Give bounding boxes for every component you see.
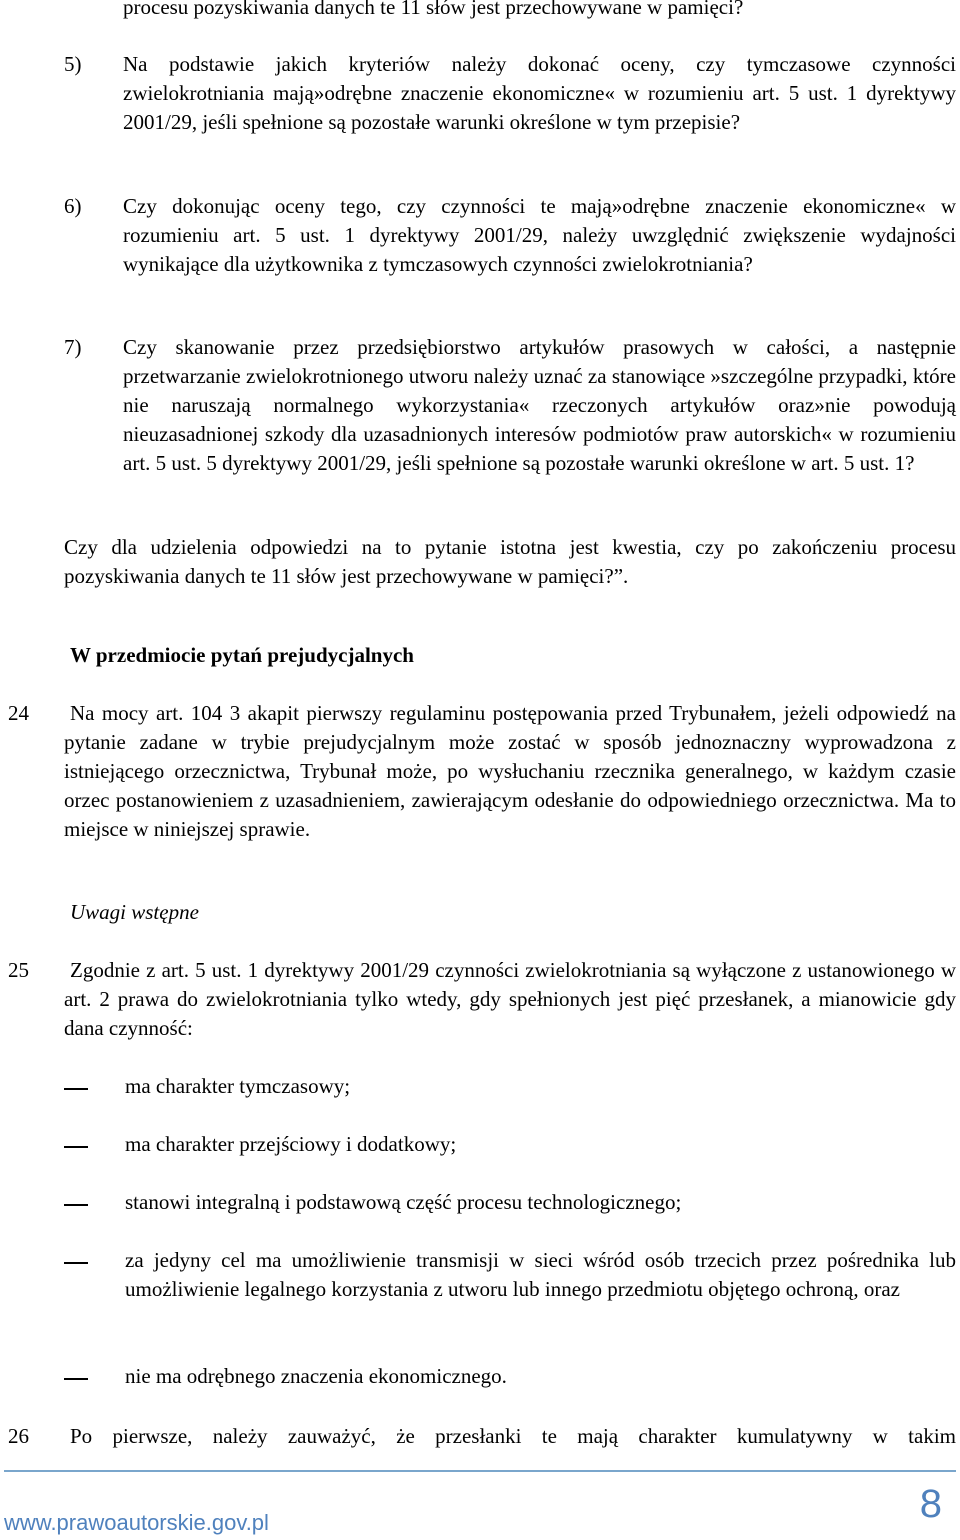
subheading-preliminary-remarks: Uwagi wstępne [70, 900, 199, 924]
paragraph-26-number: 26 [8, 1424, 29, 1448]
condition-item: nie ma odrębnego znaczenia ekonomicznego. [125, 1364, 507, 1388]
condition-item: ma charakter przejściowy i dodatkowy; [125, 1132, 457, 1156]
footer-url-link[interactable]: www.prawoautorskie.gov.pl [4, 1510, 269, 1535]
condition-item: stanowi integralną i podstawową część procesu technologicznego; [125, 1190, 682, 1214]
question-7-followup: Czy dla udzielenia odpowiedzi na to pytanie istotna jest kwestia, czy po zakończeniu procesu pozyskiwania danych te 11 słów jest przechowywane w pamięci?”. [64, 535, 956, 588]
question-7-text: Czy skanowanie przez przedsiębiorstwo artykułów prasowych w całości, a następnie przetwarzanie zwielokrotnionego utworu należy uznać za stanowiące »szczególne przypadki, które nie naruszają normalnego wykorzystania« rzeczonych artykułów oraz»nie powodują nieuzasadnionej szkody dla uzasadnionych interesów podmiotów praw autorskich« w rozumieniu art. 5 ust. 5 dyrektywy 2001/29, jeśli spełnione są pozostałe warunki określone w art. 5 ust. 1? [123, 335, 956, 475]
list-dash-icon [64, 1262, 88, 1264]
question-7-number: 7) [64, 335, 82, 359]
paragraph-26-text: Po pierwsze, należy zauważyć, że przesłanki te mają charakter kumulatywny w takim [70, 1424, 956, 1448]
question-tail-text: procesu pozyskiwania danych te 11 słów jest przechowywane w pamięci? [123, 0, 744, 19]
list-dash-icon [64, 1146, 88, 1148]
list-dash-icon [64, 1378, 88, 1380]
question-5-number: 5) [64, 52, 82, 76]
question-5-text: Na podstawie jakich kryteriów należy dokonać oceny, czy tymczasowe czynności zwielokrotniania mają»odrębne znaczenie ekonomiczne« w rozumieniu art. 5 ust. 1 dyrektywy 2001/29, jeśli spełnione są pozostałe warunki określone w tym przepisie? [123, 52, 956, 134]
paragraph-25-text: Zgodnie z art. 5 ust. 1 dyrektywy 2001/29 czynności zwielokrotniania są wyłączone z ustanowionego w art. 2 prawa do zwielokrotniania tylko wtedy, gdy spełnionych jest pięć przesłanek, a mianowicie gdy dana czynność: [64, 958, 956, 1040]
condition-item: za jedyny cel ma umożliwienie transmisji w sieci wśród osób trzecich przez pośrednika lub umożliwienie legalnego korzystania z utworu lub innego przedmiotu objętego ochroną, oraz [125, 1248, 956, 1301]
paragraph-25-number: 25 [8, 958, 29, 982]
list-dash-icon [64, 1204, 88, 1206]
paragraph-24-number: 24 [8, 701, 29, 725]
list-dash-icon [64, 1088, 88, 1090]
question-6-number: 6) [64, 194, 82, 218]
question-6-text: Czy dokonując oceny tego, czy czynności te mają»odrębne znaczenie ekonomiczne« w rozumieniu art. 5 ust. 1 dyrektywy 2001/29, należy uwzględnić zwiększenie wydajności wynikające dla użytkownika z tymczasowych czynności zwielokrotniania? [123, 194, 956, 276]
condition-item: ma charakter tymczasowy; [125, 1074, 351, 1098]
paragraph-24-text: Na mocy art. 104 3 akapit pierwszy regulaminu postępowania przed Trybunałem, jeżeli odpowiedź na pytanie zadane w trybie prejudycjalnym może zostać w sposób jednoznaczny wyprowadzona z istniejącego orzecznictwa, Trybunał może, po wysłuchaniu rzecznika generalnego, w każdym czasie orzec postanowieniem z uzasadnieniem, zawierającym odesłanie do odpowiedniego orzecznictwa. Ma to miejsce w niniejszej sprawie. [64, 701, 956, 841]
page-number: 8 [919, 1482, 942, 1526]
section-heading: W przedmiocie pytań prejudycjalnych [70, 643, 414, 667]
footer-divider [4, 1470, 956, 1472]
